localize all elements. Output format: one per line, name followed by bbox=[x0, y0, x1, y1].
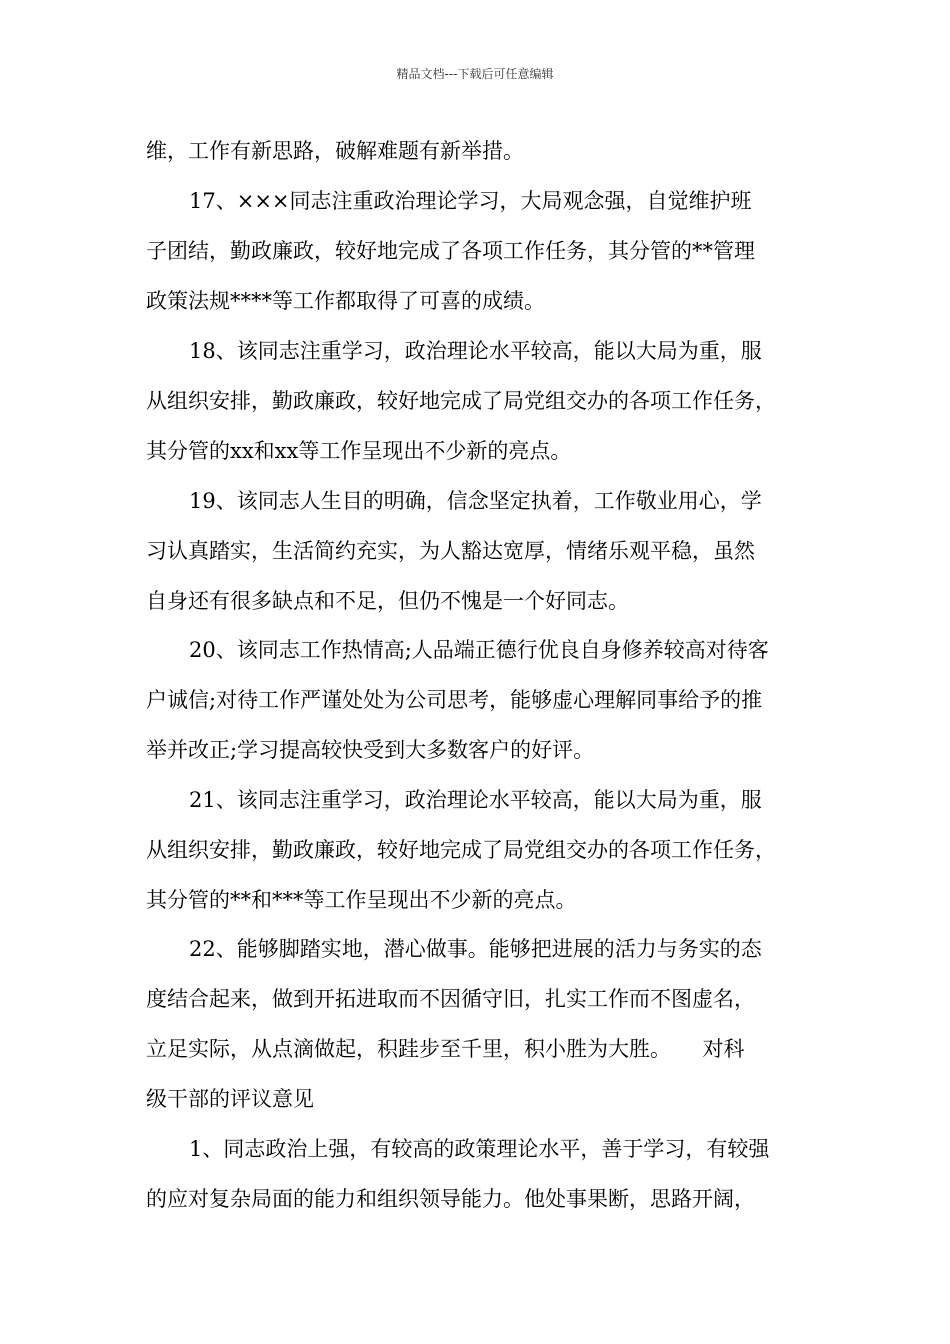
page-header: 精品文档---下载后可任意编辑 bbox=[396, 67, 554, 81]
text-line: 维，工作有新思路，破解难题有新举措。 bbox=[146, 139, 524, 163]
text-line: 政策法规****等工作都取得了可喜的成绩。 bbox=[146, 289, 545, 313]
text-line: 度结合起来，做到开拓进取而不因循守旧，扎实工作而不图虚名， bbox=[146, 987, 755, 1011]
text-line: 20、该同志工作热情高;人品端正德行优良自身修养较高对待客 bbox=[189, 638, 769, 662]
text-line: 其分管的xx和xx等工作呈现出不少新的亮点。 bbox=[146, 439, 572, 463]
text-line: 18、该同志注重学习，政治理论水平较高，能以大局为重，服 bbox=[189, 339, 762, 363]
text-line: 立足实际，从点滴做起，积跬步至千里，积小胜为大胜。 对科 bbox=[146, 1037, 745, 1061]
text-line: 22、能够脚踏实地，潜心做事。能够把进展的活力与务实的态 bbox=[189, 937, 762, 961]
text-line: 子团结，勤政廉政，较好地完成了各项工作任务，其分管的**管理 bbox=[146, 239, 755, 263]
text-line: 自身还有很多缺点和不足，但仍不愧是一个好同志。 bbox=[146, 589, 629, 613]
text-line: 举并改正;学习提高较快受到大多数客户的好评。 bbox=[146, 738, 595, 762]
text-line: 其分管的**和***等工作呈现出不少新的亮点。 bbox=[146, 888, 577, 912]
text-line: 1、同志政治上强，有较高的政策理论水平，善于学习，有较强 bbox=[189, 1137, 770, 1161]
text-line: 级干部的评议意见 bbox=[146, 1087, 314, 1111]
text-line: 17、×××同志注重政治理论学习，大局观念强，自觉维护班 bbox=[189, 189, 752, 213]
text-line: 21、该同志注重学习，政治理论水平较高，能以大局为重，服 bbox=[189, 788, 762, 812]
text-line: 从组织安排，勤政廉政，较好地完成了局党组交办的各项工作任务， bbox=[146, 838, 776, 862]
text-line: 从组织安排，勤政廉政，较好地完成了局党组交办的各项工作任务， bbox=[146, 389, 776, 413]
text-line: 习认真踏实，生活简约充实，为人豁达宽厚，情绪乐观平稳，虽然 bbox=[146, 539, 755, 563]
text-line: 的应对复杂局面的能力和组织领导能力。他处事果断，思路开阔， bbox=[146, 1187, 755, 1211]
text-line: 19、该同志人生目的明确，信念坚定执着，工作敬业用心，学 bbox=[189, 489, 762, 513]
text-line: 户诚信;对待工作严谨处处为公司思考，能够虚心理解同事给予的推 bbox=[146, 688, 763, 712]
